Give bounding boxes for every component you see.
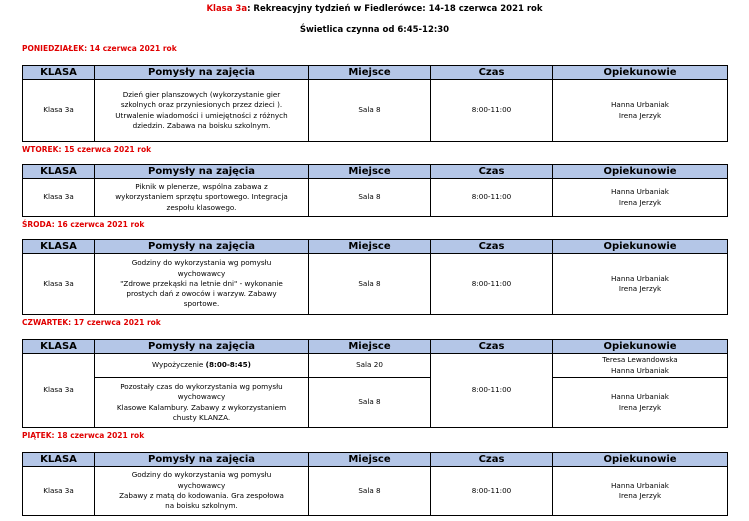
col-header-place: Miejsce xyxy=(309,66,431,80)
table-row xyxy=(23,354,728,378)
cell-activity: Dzień gier planszowych (wykorzystanie gier szkolnych oraz przyniesionych przez dzieci ). Utrwalenie wiadomości i umiejętności z różnych dziedzin. Zabawa na boisku szkolnym. xyxy=(95,80,309,142)
col-header-activity: Pomysły na zajęcia xyxy=(95,66,309,80)
day-label-friday: PIĄTEK: 18 czerwca 2021 rok xyxy=(22,431,145,440)
cell-time: 8:00-11:00 xyxy=(431,80,553,142)
col-header-caregivers: Opiekunowie xyxy=(553,165,728,179)
col-header-klasa: KLASA xyxy=(23,453,95,467)
cell-activity: Godziny do wykorzystania wg pomysłu wychowawcy Zabawy z matą do kodowania. Gra zespołowa na boisku szkolnym. xyxy=(95,467,309,516)
cell-time: 8:00-11:00 xyxy=(431,467,553,516)
cell-caregivers: Hanna Urbaniak Irena Jerzyk xyxy=(553,179,728,217)
col-header-time: Czas xyxy=(431,240,553,254)
col-header-time: Czas xyxy=(431,165,553,179)
cell-activity: Godziny do wykorzystania wg pomysłu wychowawcy "Zdrowe przekąski na letnie dni" - wykonanie prostych dań z owoców i warzyw. Zabawy sportowe. xyxy=(95,254,309,315)
cell-time: 8:00-11:00 xyxy=(431,254,553,315)
day-label-monday: PONIEDZIAŁEK: 14 czerwca 2021 rok xyxy=(22,44,177,53)
col-header-activity: Pomysły na zajęcia xyxy=(95,240,309,254)
col-header-time: Czas xyxy=(431,453,553,467)
table-row xyxy=(23,80,728,142)
col-header-caregivers: Opiekunowie xyxy=(553,340,728,354)
cell-place: Sala 8 xyxy=(309,80,431,142)
col-header-place: Miejsce xyxy=(309,340,431,354)
cell-caregivers: Hanna Urbaniak Irena Jerzyk xyxy=(553,467,728,516)
cell-place: Sala 20 xyxy=(309,354,431,378)
cell-caregivers: Teresa Lewandowska Hanna Urbaniak xyxy=(553,354,728,378)
table-header-row xyxy=(23,453,728,467)
activity-time: (8:00-8:45) xyxy=(205,360,251,370)
col-header-time: Czas xyxy=(431,66,553,80)
col-header-place: Miejsce xyxy=(309,453,431,467)
col-header-klasa: KLASA xyxy=(23,66,95,80)
day-label-wednesday: ŚRODA: 16 czerwca 2021 rok xyxy=(22,220,145,229)
cell-caregivers: Hanna Urbaniak Irena Jerzyk xyxy=(553,80,728,142)
day-label-tuesday: WTOREK: 15 czerwca 2021 rok xyxy=(22,145,152,154)
col-header-activity: Pomysły na zajęcia xyxy=(95,340,309,354)
cell-klasa: Klasa 3a xyxy=(23,80,95,142)
col-header-klasa: KLASA xyxy=(23,340,95,354)
cell-place: Sala 8 xyxy=(309,179,431,217)
class-name: Klasa 3a xyxy=(206,4,248,14)
schedule-table-friday xyxy=(22,452,728,516)
cell-place: Sala 8 xyxy=(309,254,431,315)
col-header-caregivers: Opiekunowie xyxy=(553,453,728,467)
col-header-place: Miejsce xyxy=(309,240,431,254)
table-header-row xyxy=(23,340,728,354)
title-text: : Rekreacyjny tydzień w Fiedlerówce: 14-18 czerwca 2021 rok xyxy=(247,4,543,14)
cell-time: 8:00-11:00 xyxy=(431,179,553,217)
cell-activity: Pozostały czas do wykorzystania wg pomysłu wychowawcy Klasowe Kalambury. Zabawy z wykorzystaniem chusty KLANZA. xyxy=(95,378,309,428)
table-header-row xyxy=(23,66,728,80)
schedule-table-tuesday xyxy=(22,164,728,217)
cell-place: Sala 8 xyxy=(309,378,431,428)
schedule-table-wednesday xyxy=(22,239,728,315)
col-header-time: Czas xyxy=(431,340,553,354)
document-subtitle: Świetlica czynna od 6:45-12:30 xyxy=(299,25,450,35)
table-row xyxy=(23,254,728,315)
document-title xyxy=(0,4,749,14)
cell-activity: Piknik w plenerze, wspólna zabawa z wykorzystaniem sprzętu sportowego. Integracja zespołu klasowego. xyxy=(95,179,309,217)
col-header-caregivers: Opiekunowie xyxy=(553,240,728,254)
cell-klasa: Klasa 3a xyxy=(23,254,95,315)
schedule-table-thursday xyxy=(22,339,728,428)
col-header-activity: Pomysły na zajęcia xyxy=(95,453,309,467)
cell-caregivers: Hanna Urbaniak Irena Jerzyk xyxy=(553,254,728,315)
table-row xyxy=(23,467,728,516)
table-header-row xyxy=(23,240,728,254)
col-header-caregivers: Opiekunowie xyxy=(553,66,728,80)
col-header-activity: Pomysły na zajęcia xyxy=(95,165,309,179)
cell-klasa: Klasa 3a xyxy=(23,467,95,516)
cell-activity xyxy=(95,354,309,378)
col-header-place: Miejsce xyxy=(309,165,431,179)
activity-text: Wypożyczenie xyxy=(152,360,206,370)
schedule-table-monday xyxy=(22,65,728,142)
day-label-thursday: CZWARTEK: 17 czerwca 2021 rok xyxy=(22,318,161,327)
table-row xyxy=(23,378,728,428)
cell-caregivers: Hanna Urbaniak Irena Jerzyk xyxy=(553,378,728,428)
table-row xyxy=(23,179,728,217)
col-header-klasa: KLASA xyxy=(23,165,95,179)
table-header-row xyxy=(23,165,728,179)
cell-time: 8:00-11:00 xyxy=(431,354,553,428)
col-header-klasa: KLASA xyxy=(23,240,95,254)
cell-klasa: Klasa 3a xyxy=(23,354,95,428)
cell-place: Sala 8 xyxy=(309,467,431,516)
cell-klasa: Klasa 3a xyxy=(23,179,95,217)
